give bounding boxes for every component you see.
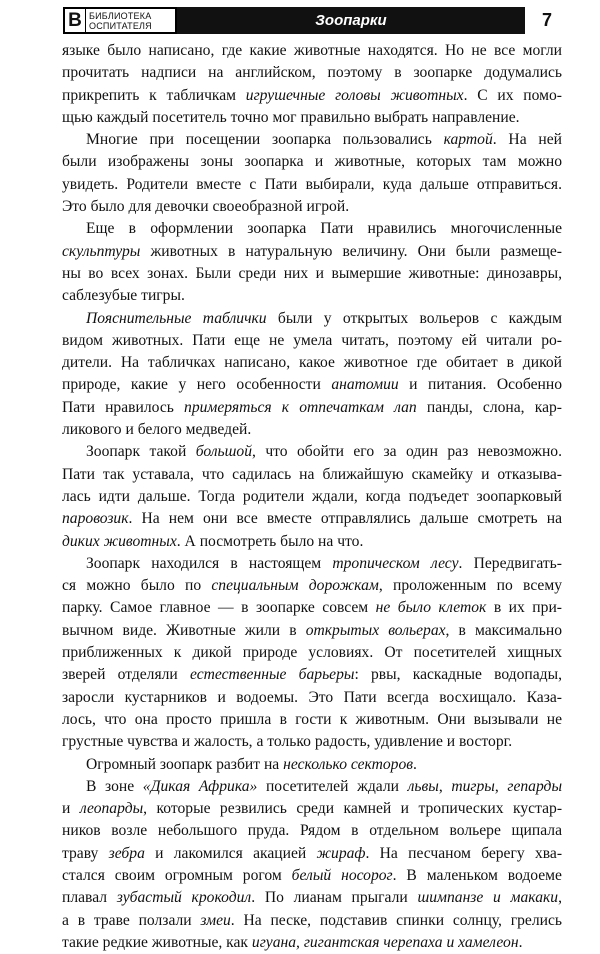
text-line xyxy=(62,330,562,352)
emphasis: специальным дорожкам xyxy=(211,577,379,595)
text-run: . На песчаном берегу хва- xyxy=(365,844,563,862)
text-line xyxy=(62,107,562,129)
text-run: были изображены зоны зоопарка и животные, которых там можно xyxy=(62,153,562,171)
text-run: . По лианам прыгали xyxy=(251,889,418,907)
text-run: Огромный зоопарк разбит на xyxy=(86,755,284,773)
text-line xyxy=(62,531,562,553)
text-run: ликового и белого медведей. xyxy=(62,421,252,439)
text-run: , проложенным по всему xyxy=(378,577,563,595)
text-line xyxy=(62,776,562,798)
text-line xyxy=(62,374,562,396)
text-run: , xyxy=(558,889,562,907)
text-run: . С их помо- xyxy=(463,86,562,104)
emphasis: леопарды xyxy=(79,800,144,818)
emphasis: несколько секторов xyxy=(283,755,414,773)
text-line xyxy=(62,397,562,419)
text-run: а в траве ползали xyxy=(62,911,201,929)
text-run: Пати так уставала, что садилась на ближайшую скамейку и отказыва- xyxy=(62,465,562,483)
text-run: . На нем они все вместе отправлялись дальше смотреть на xyxy=(128,510,562,528)
text-run: приближенных к дикой природе условиях. От посетителей хищных xyxy=(62,644,562,662)
text-line xyxy=(62,575,562,597)
text-run: ников возле небольшого пруда. Рядом в отдельном вольере щипала xyxy=(62,822,562,840)
emphasis: гепарды xyxy=(507,777,562,795)
text-run: , которые резвились среди камней и тропических кустар- xyxy=(143,800,563,818)
text-run: стался своим огромным рогом xyxy=(62,866,292,884)
text-line xyxy=(62,687,562,709)
text-run: панды, слона, кар- xyxy=(416,398,562,416)
emphasis: диких животных xyxy=(62,532,177,550)
text-run: прикрепить к табличкам xyxy=(62,86,246,104)
page-number: 7 xyxy=(541,10,552,30)
text-line xyxy=(62,843,562,865)
emphasis: не было клеток xyxy=(375,599,487,617)
text-line xyxy=(62,40,562,62)
text-line xyxy=(62,85,562,107)
text-run: . xyxy=(413,755,417,773)
emphasis: белый носорог xyxy=(291,866,393,884)
text-run: . В маленьком водоеме xyxy=(392,866,562,884)
text-line xyxy=(62,865,562,887)
text-line xyxy=(62,798,562,820)
text-run: парку. Самое главное — в зоопарке совсем xyxy=(62,599,376,617)
text-line xyxy=(62,441,562,463)
emphasis: шимпанзе и макаки xyxy=(417,889,559,907)
text-run: : рвы, каскадные водопады, xyxy=(354,666,562,684)
text-line xyxy=(62,932,562,954)
text-run: лась идти дальше. Тогда родители ждали, когда подъедет зоопарковый xyxy=(62,487,562,505)
text-line xyxy=(62,352,562,374)
text-run: ны во всех зонах. Были среди них и вымершие животные: динозавры, xyxy=(62,264,562,282)
text-run: , xyxy=(494,777,508,795)
section-title: Зоопарки xyxy=(177,7,525,34)
text-run: зверей отделяли xyxy=(62,666,190,684)
text-line xyxy=(62,241,562,263)
text-run: щью каждый посетитель точно мог правильно выбрать направление. xyxy=(62,108,520,126)
text-line xyxy=(62,754,562,776)
text-run: . А посмотреть было на что. xyxy=(176,532,364,550)
text-line xyxy=(62,553,562,575)
emphasis: большой xyxy=(195,443,253,461)
text-run: . Передвигать- xyxy=(458,554,562,572)
emphasis: Пояснительные таблички xyxy=(86,309,267,327)
text-run: . На ней xyxy=(492,131,563,149)
text-run: прочитать надписи на английском, поэтому в зоопарке додумались xyxy=(62,64,562,82)
text-run: и лакомился акацией xyxy=(144,844,317,862)
text-run: Зоопарк находился в настоящем xyxy=(86,554,333,572)
emphasis: тигры xyxy=(451,777,495,795)
text-line xyxy=(62,263,562,285)
series-logo: В xyxy=(63,7,85,34)
text-run: , в максимально xyxy=(445,621,562,639)
text-run: в их при- xyxy=(486,599,562,617)
emphasis: паровозик xyxy=(62,510,129,528)
text-line xyxy=(62,820,562,842)
text-run: плавал xyxy=(62,889,117,907)
text-run: В зоне xyxy=(86,777,143,795)
text-run: видом животных. Пати еще не умела читать, поэтому ей читали ро- xyxy=(62,331,562,349)
text-run: Еще в оформлении зоопарка Пати нравились многочисленные xyxy=(86,220,562,238)
text-line xyxy=(62,597,562,619)
text-line xyxy=(62,620,562,642)
text-line xyxy=(62,464,562,486)
text-run: вычном виде. Животные жили в xyxy=(62,621,306,639)
text-run: дители. На табличках написано, какое животное где обитает в дикой xyxy=(62,354,562,372)
emphasis: примеряться к отпечаткам лап xyxy=(184,398,417,416)
text-run: , что обойти его за один раз невозможно. xyxy=(252,443,562,461)
text-run: такие редкие животные, как xyxy=(62,933,252,951)
text-run: языке было написано, где какие животные находятся. Но не все могли xyxy=(62,42,562,59)
text-line xyxy=(62,887,562,909)
text-line xyxy=(62,218,562,240)
series-name-line2: ОСПИТАТЕЛЯ xyxy=(89,20,152,31)
text-run: Это было для девочки своеобразной игрой. xyxy=(62,198,350,216)
text-line xyxy=(62,62,562,84)
text-run: , xyxy=(438,777,452,795)
emphasis: тропическом лесу xyxy=(332,554,459,572)
text-line xyxy=(62,174,562,196)
text-run: и питания. Особенно xyxy=(398,376,562,394)
text-run: ся можно было по xyxy=(62,577,212,595)
text-run: посетителей ждали xyxy=(257,777,408,795)
emphasis: анатомии xyxy=(331,376,399,394)
text-run: . xyxy=(518,933,523,951)
text-run: Пати нравилось xyxy=(62,398,185,416)
text-line xyxy=(62,642,562,664)
text-line xyxy=(62,419,562,441)
text-line xyxy=(62,151,562,173)
series-name xyxy=(85,7,177,34)
emphasis: змеи xyxy=(200,911,231,929)
text-run: и xyxy=(62,800,80,818)
text-run: Зоопарк такой xyxy=(86,443,196,461)
text-line xyxy=(62,285,562,307)
emphasis: игрушечные головы животных xyxy=(245,86,464,104)
text-run: . На песке, подставив спинки солнцу, грелись xyxy=(230,911,563,929)
text-run: были у открытых вольеров с каждым xyxy=(266,309,562,327)
text-line xyxy=(62,486,562,508)
emphasis: зебра xyxy=(108,844,145,862)
emphasis: естественные барьеры xyxy=(189,666,355,684)
text-line xyxy=(62,508,562,530)
text-run: заросли кустарников и водоемы. Это Пати всегда восхищало. Каза- xyxy=(62,688,562,706)
text-run: траву xyxy=(62,844,109,862)
text-line xyxy=(62,664,562,686)
text-run: увидеть. Родители вместе с Пати выбирали, куда дальше отправиться. xyxy=(62,175,562,193)
emphasis: жираф xyxy=(316,844,366,862)
text-run: Многие при посещении зоопарка пользовались xyxy=(86,131,444,149)
series-name-line1: БИБЛИОТЕКА xyxy=(89,10,152,21)
text-run: природе, какие у него особенности xyxy=(62,376,332,394)
emphasis: «Дикая Африка» xyxy=(142,777,258,795)
body-text xyxy=(62,40,562,954)
emphasis: игуана, гигантская черепаха и хамелеон xyxy=(251,933,519,951)
text-line xyxy=(62,731,562,753)
running-header xyxy=(63,7,525,34)
text-run: животных в натуральную величину. Они были размеще- xyxy=(140,242,562,260)
text-line xyxy=(62,709,562,731)
text-run: грустные чувства и жалость, а только радость, удивление и восторг. xyxy=(62,733,513,751)
text-run: лось, что она просто пришла в гости к животным. Они вызывали не xyxy=(62,710,562,728)
text-run: саблезубые тигры. xyxy=(62,287,185,305)
text-line xyxy=(62,129,562,151)
emphasis: открытых вольерах xyxy=(305,621,446,639)
emphasis: зубастый крокодил xyxy=(116,889,252,907)
emphasis: львы xyxy=(407,777,439,795)
emphasis: картой xyxy=(443,131,493,149)
emphasis: скульптуры xyxy=(62,242,141,260)
text-line xyxy=(62,910,562,932)
text-line xyxy=(62,308,562,330)
text-line xyxy=(62,196,562,218)
